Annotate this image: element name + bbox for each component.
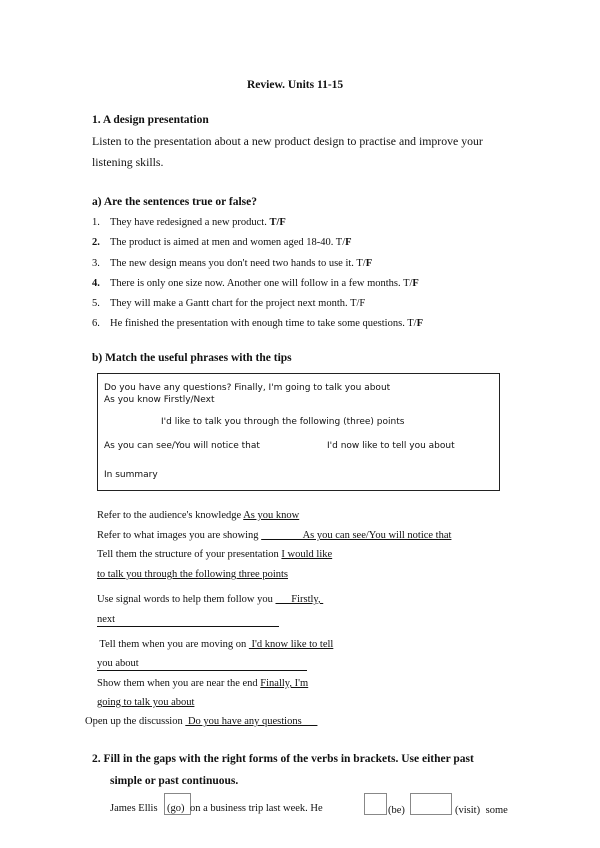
tip-row: Refer to the audience's knowledge As you know <box>97 510 300 521</box>
gap-sentence-middle: on a business trip last week. He <box>190 803 323 814</box>
answer-underline <box>97 626 279 627</box>
tip-answer: Firstly, <box>275 594 324 605</box>
section-2-heading-line1: 2. Fill in the gaps with the right forms of the verbs in brackets. Use either past <box>92 753 474 765</box>
intro-text-line1: Listen to the presentation about a new product design to practise and improve your <box>92 134 483 148</box>
verb-hint: (be) <box>388 805 405 816</box>
tip-answer: Finally, I'm <box>260 678 309 689</box>
tip-answer-continued: going to talk you about <box>97 697 195 708</box>
phrase-row: I'd like to talk you through the following (three) points <box>161 417 405 427</box>
phrase-row: I'd now like to tell you about <box>327 441 455 451</box>
section-1-heading: 1. A design presentation <box>92 114 209 126</box>
section-2-heading-line2: simple or past continuous. <box>110 775 239 787</box>
tip-answer-continued: next <box>97 614 116 625</box>
tf-answer: F <box>412 278 419 289</box>
tip-answer: As you can see/You will notice that <box>261 530 452 541</box>
page-title: Review. Units 11-15 <box>247 79 344 91</box>
part-a-heading: a) Are the sentences true or false? <box>92 196 258 208</box>
intro-text-line2: listening skills. <box>92 155 164 169</box>
tip-row: Tell them when you are moving on I'd know like to tell <box>97 639 334 650</box>
tf-answer: T/F <box>269 217 286 228</box>
tf-answer: F <box>365 258 373 269</box>
phrase-box <box>97 373 500 491</box>
tf-answer: F <box>416 318 424 329</box>
tf-answer: F <box>345 237 352 248</box>
answer-underline <box>97 670 307 671</box>
part-b-heading: b) Match the useful phrases with the tips <box>92 352 292 364</box>
verb-hint: (visit) <box>455 805 481 816</box>
gap-input[interactable] <box>410 793 452 815</box>
list-item: 4. There is only one size now. Another one will follow in a few months. T/F <box>92 278 419 289</box>
tip-answer-continued: to talk you through the following three points <box>97 569 289 580</box>
list-item: 6. He finished the presentation with enough time to take some questions. T/F <box>92 318 424 329</box>
tip-answer: Do you have any questions <box>185 716 318 727</box>
tip-answer-continued: you about <box>97 658 139 669</box>
gap-sentence-end: some <box>483 805 508 816</box>
phrase-row: As you can see/You will notice that <box>104 441 260 451</box>
tip-row: Refer to what images you are showing As you can see/You will notice that <box>97 530 452 541</box>
tip-row: Show them when you are near the end Finally, I'm <box>97 678 309 689</box>
list-item: 5. They will make a Gantt chart for the project next month. T/F <box>92 298 366 309</box>
list-item: 2. The product is aimed at men and women aged 18-40. T/F <box>92 237 352 248</box>
tip-row: Open up the discussion Do you have any questions <box>85 716 318 727</box>
phrase-row: In summary <box>104 470 158 480</box>
list-item: 1. They have redesigned a new product. T/F <box>92 217 286 228</box>
tip-answer: I'd know like to tell <box>248 639 334 650</box>
gap-sentence-start: James Ellis <box>110 803 158 814</box>
verb-hint: (go) <box>167 803 185 814</box>
list-item: 3. The new design means you don't need two hands to use it. T/F <box>92 258 373 269</box>
phrase-row: Do you have any questions? Finally, I'm going to talk you about <box>104 383 391 393</box>
gap-input[interactable] <box>364 793 387 815</box>
tip-answer: As you know <box>243 510 300 521</box>
phrase-row: As you know Firstly/Next <box>104 395 215 405</box>
tip-row: Use signal words to help them follow you Firstly, <box>97 594 324 605</box>
tip-answer: I would like <box>281 549 333 560</box>
tip-row: Tell them the structure of your presentation I would like <box>97 549 333 560</box>
